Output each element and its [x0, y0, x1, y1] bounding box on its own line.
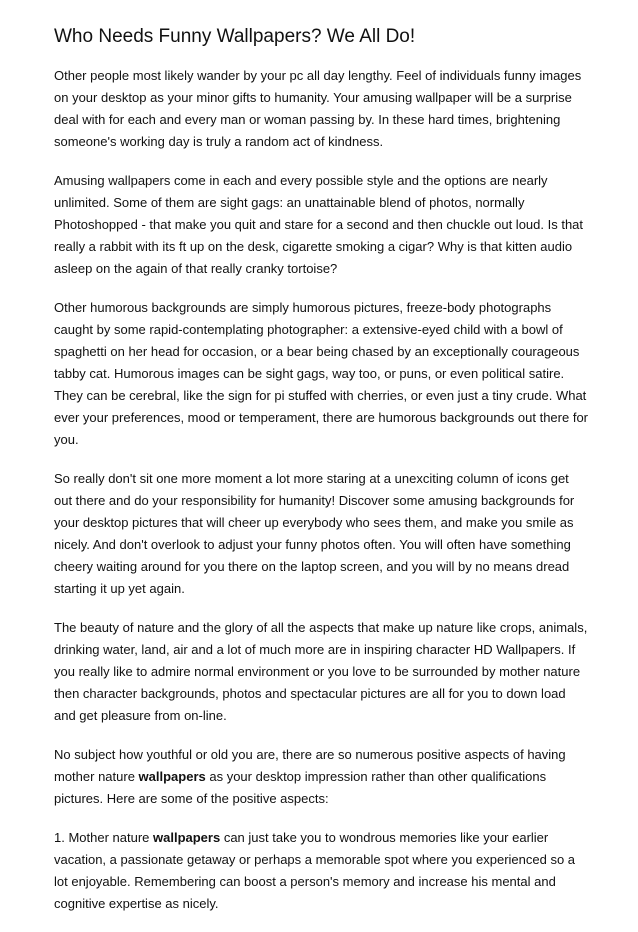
- paragraph-4: So really don't sit one more moment a lot more staring at a unexciting column of icons get out there and do your responsibility for humanity! Discover some amusing backgrounds for your desktop pictures that will cheer up everybody who sees them, and make you smile as nicely. And don't overlook to adjust your funny photos often. You will often have something cheery waiting around for you there on the laptop screen, and you will by no means dread starting it up yet again.: [54, 471, 575, 596]
- paragraph-7: [54, 827, 589, 915]
- paragraph-2: Amusing wallpapers come in each and every possible style and the options are nearly unlimited. Some of them are sight gags: an unattainable blend of photos, normally Photoshopped - that make you quit and stare for a second and then chuckle out loud. Is that really a rabbit with its ft up on the desk, cigarette smoking a cigar? Why is that kitten audio asleep on the again of that really cranky tortoise?: [54, 173, 584, 276]
- document-title: Who Needs Funny Wallpapers? We All Do!: [54, 26, 416, 47]
- document-page: [54, 24, 589, 932]
- keyword-wallpapers: wallpapers: [153, 830, 221, 845]
- paragraph-6-text-before: No subject how youthful or old you are, there are so numerous positive aspects of having mother nature: [54, 747, 566, 784]
- paragraph-1: Other people most likely wander by your pc all day lengthy. Feel of individuals funny images on your desktop as your minor gifts to humanity. Your amusing wallpaper will be a surprise deal with for each and every man or woman passing by. In these hard times, brightening someone's working day is truly a random act of kindness.: [54, 68, 582, 149]
- paragraph-6-text-after: as your desktop impression rather than other qualifications pictures. Here are some of the positive aspects:: [54, 769, 547, 806]
- paragraph-7-text-after: can just take you to wondrous memories like your earlier vacation, a passionate getaway or perhaps a memorable spot where you experienced so a lot enjoyable. Remembering can boost a person's memory and increase his mental and cognitive expertise as nicely.: [54, 830, 576, 911]
- paragraph-3: Other humorous backgrounds are simply humorous pictures, freeze-body photographs caught by some rapid-contemplating photographer: a extensive-eyed child with a bowl of spaghetti on her head for occasion, or a bear being chased by an exceptionally courageous tabby cat. Humorous images can be sight gags, way too, or puns, or even political satire. They can be cerebral, like the sign for pi stuffed with cherries, or even just a tiny crude. What ever your preferences, mood or temperament, there are humorous backgrounds out there for you.: [54, 300, 589, 447]
- keyword-wallpapers: wallpapers: [138, 769, 206, 784]
- paragraph-7-text-before: 1. Mother nature: [54, 830, 153, 845]
- paragraph-5: The beauty of nature and the glory of all the aspects that make up nature like crops, animals, drinking water, land, air and a lot of much more are in inspiring character HD Wallpapers. If you really like to admire normal environment or you love to be surrounded by mother nature then character backgrounds, photos and spectacular pictures are all for you to down load and get pleasure from on-line.: [54, 620, 588, 723]
- paragraph-6: [54, 744, 589, 810]
